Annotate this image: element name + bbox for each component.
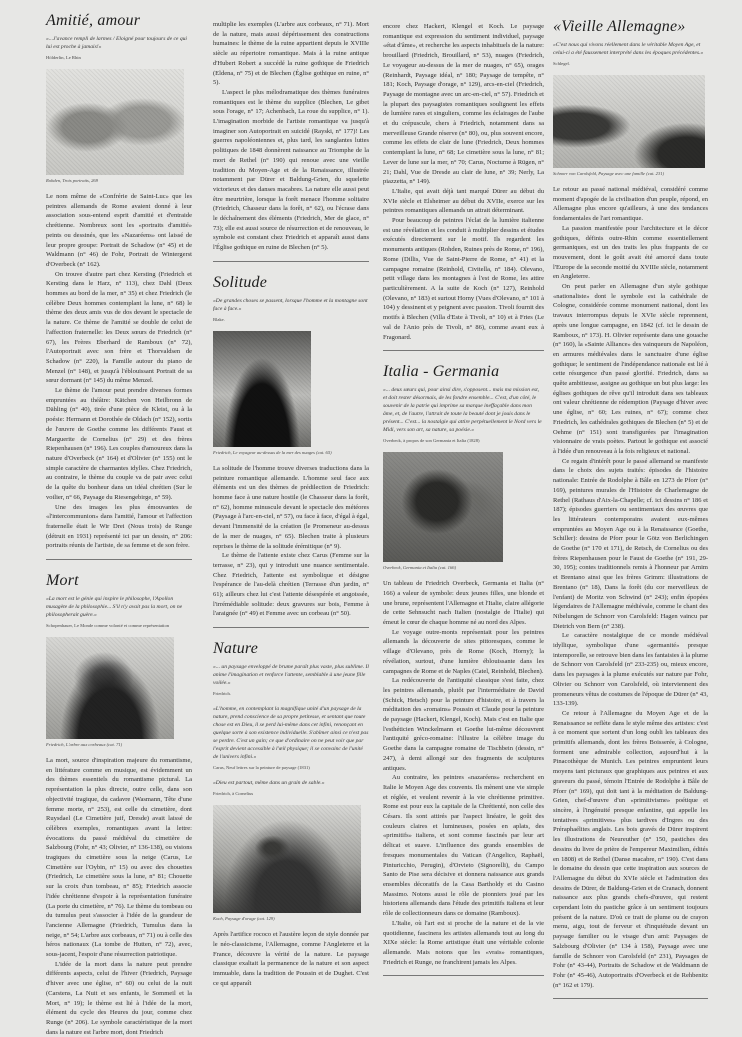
column-3 (383, 22, 544, 976)
column-2 (213, 20, 369, 988)
section-divider (553, 998, 708, 999)
section-nature (213, 640, 369, 988)
epigraph-quote: «... un paysage enveloppé de brume paraît plus vaste, plus sublime. Il anime l'imagination et renforce l'attente, semblable à une jeune fille voilée.» (213, 664, 369, 687)
body-paragraph: L'Italie, qui avait déjà tant marqué Dürer au début du XVIe siècle et Elsheimer au début du XVIIe, exerce sur les peintres romantiques allemands un attrait déterminant. (383, 187, 544, 215)
body-paragraph: Le thème de l'amour peut prendre diverses formes empruntées au théâtre: Kätchen von Heilbronn de Dähling (n° 40), tirée d'une pièce de Kleist, ou à la poésie: Hermann et Dorothée de Oldach (n° 152), sortis de l'œuvre de Goethe comme les différents Faust et Marguerite de Cornelius (n° 29) et des frères Riepenhausen (n° 196). Les couples d'amoureux dans la nature d'Overbeck (n° 164) et d'Olivier (n° 155) ont le simple caractère de charmantes idylles. Chez Friedrich, au contraire, le thème du couple va de pair avec celui de la quête du bonheur dans un idéal chrétien (Sur le voilier, n° 66, Paysage du Riesengebirge, n° 59). (46, 387, 192, 501)
body-paragraph: Un tableau de Friedrich Overbeck, Germania et Italia (n° 166) a valeur de symbole: deux jeunes filles, une blonde et une brune, représentent l'Allemagne et l'Italie, claire allégorie de cette Sehnsucht nach Italien (nostalgie de l'Italie) qui émeut le cœur de chaque homme né au nord des Alpes. (383, 580, 544, 627)
body-paragraph: Le caractère nostalgique de ce monde médiéval idyllique, symbolique d'une «germanité» presque intemporelle, se retrouve bien dans les fantaisies à la plume de Schnorr von Carolsfeld (n° 233-235) ou, mieux encore, dans les paysages à la plume exécutés sur nature par Fohr, Olivier ou Schnorr von Carolsfeld, où interviennent des promeneurs vêtus de costumes de l'époque de Dürer (n° 43, 133-139). (553, 632, 708, 708)
body-paragraph: Après l'artifice rococo et l'austère leçon de style donnée par le néo-classicisme, l'Allemagne, comme l'Angleterre et la France, découvre la vérité de la nature. Le paysage classique exaltait la permanence de la nature et son aspect immuable, dans la tradition de Poussin et de Dughet. C'est ce qui apparaît (213, 931, 369, 987)
body-paragraph: encore chez Hackert, Klengel et Koch. Le paysage romantique est expression du sentiment individuel, paysage «état d'âme», et recherche les aspects inhabituels de la nature: brouillard (Friedrich, Brouillard, n° 53), nuages (Friedrich, Le voyageur au-dessus de la mer de nuages, n° 65), orages (Reinhardt, Paysage idéal, n° 180; Paysage de tempête, n° 181; Koch, Paysage d'orage, n° 129), arcs-en-ciel (Friedrich, Paysage de montagne avec un arc-en-ciel, n° 57). Friedrich et la plupart des paysagistes romantiques soulignent les effets de lumière rares et singuliers, comme les éclairages de l'aube et du crépuscule, chers à Friedrich, notamment dans sa merveilleuse Grande réserve (n° 80), ou, plus souvent encore, comme les effets de clair de lune (Friedrich, Deux hommes contemplant la lune, n° 68; Le cimetière sous la lune, n° 81; Lever de lune sur la mer, n° 70; Carus, Nocturne à Rügen, n° 21; Dahl, Vue de Dresde au clair de lune, n° 39; Nerly, La piazzetta, n° 149). (383, 23, 544, 186)
epigraph-quote: «... deux sœurs qui, pour ainsi dire, s'opposent... mais ma mission est, et doit rester désormais, de les fondre ensemble... C'est, d'un côté, le souvenir de la patrie qui imprime sa marque ineffaçable dans mon âme, et, de l'autre, l'attrait de toute la beauté dont je jouis dans le présent... C'est... la nostalgie qui attire perpétuellement le Nord vers le Midi, vers son art, sa nature, sa poésie.» (383, 387, 542, 434)
image-caption: Rohden, Trois portraits, 269 (46, 178, 99, 183)
body-paragraph: Le retour au passé national médiéval, considéré comme moment d'apogée de la civilisation d'un peuple, répond, en Allemagne plus encore qu'ailleurs, à une des tendances fondamentales de l'art romantique. (553, 186, 708, 223)
section-solitude (213, 274, 369, 628)
body-paragraph: Au contraire, les peintres «nazaréens» recherchent en Italie le Moyen Age des couvents. Ils mènent une vie simple et réglée, et veulent revenir à la vie chrétienne primitive. Rome est pour eux la capitale de la Chrétienté, non celle des Césars. Ils sont attirés par l'aspect linéaire, le goût des couleurs claires et lumineuses, posées en aplats, des «primitifs» italiens, et sont comme fascinés par leur art délicat et suave. L'influence des grands ensembles de fresques monumentales du Vatican (l'Angelico, Raphaël, Pinturicchio, Perugin), d'Orvieto (Signorelli), du Campo Santo de Pise sera décisive et donnera naissance aux grands ensembles décoratifs de la Casa Bartholdy et du Casino Massimo. Notons aussi le rôle de pionniers joué par les historiens allemands dans l'étude des primitifs italiens et leur rôle de collectionneurs dans ce domaine (Ramboux). (383, 774, 544, 918)
epigraph-quote: «La mort est le génie qui inspire le philosophe, l'Apollon musagète de la philosophie... S'il n'y avait pas la mort, on ne philosopherait guère.» (46, 596, 183, 619)
section-title: «Vieille Allemagne» (553, 18, 686, 35)
section-divider (213, 627, 369, 628)
body-paragraph: L'idée de la mort dans la nature peut prendre différents aspects, celui de l'hiver (Friedrich, Paysage d'hiver avec une église, n° 60) ou celui de la nuit (Carstens, La Nuit et ses enfants, le Sommeil et la Mort, n° 19); le thème est lié à l'idée de la mort, élément du cycle des Heures du jour, comme chez Runge (n° 206). Le symbole caractéristique de la mort dans la nature est l'arbre mort, dont Friedrich (46, 960, 192, 1036)
section-divider (213, 261, 369, 262)
section-title: Solitude (213, 273, 268, 291)
section-vieille-allemagne (553, 18, 708, 999)
epigraph-attribution: Hölderlin, Le Rhin (46, 55, 81, 60)
epigraph-attribution: Overbeck, à propos de son Germania et Italia (1828) (383, 438, 480, 444)
section-divider (383, 975, 544, 976)
body-paragraph: La mort, source d'inspiration majeure du romantisme, en littérature comme en musique, est évidemment un des thèmes essentiels du romantisme pictural. La représentation la plus directe, outre celle, dans son objectivité tragique, du cadavre (Wasmann, Tête d'une femme morte, n° 253), est celle du cimetière, dont Ruysdael (Le Cimetière juif, Dresde) avait laissé de célèbres exemples, romantiques avant la lettre: évocations du passé médiéval du cimetière de Salzbourg (Fohr, n° 43; Olivier, n° 136-138), ou visions tragiques du cimetière sous la neige (Carus, Le Cimetière sur l'Oybin, n° 15) ou avec des chouettes (Friedrich, Le cimetière sous la lune, n° 81; Chouette sur la croix d'un tombeau, n° 85); Friedrich associe l'idée chrétienne d'espoir à la représentation funéraire (La porte du cimetière, n° 76). Le thème du tombeau ou du tumulus peut s'associer à l'idée de la grandeur de l'ancienne Allemagne (Friedrich, Tumulus dans la neige, n° 54; L'arbre aux corbeaux, n° 71) ou à celle des héros nationaux (La tombe de Hutten, n° 72), avec, sous-jacent, l'espoir d'une résurrection patriotique. (46, 757, 192, 959)
body-paragraph: On peut parler en Allemagne d'un style gothique «nationaliste» dont le symbole est la cathédrale de Cologne, considérée comme monument national, dont les travaux interrompus depuis le XVIe siècle reprennent, après une longue campagne, en 1842 (cf. ici le dessin de Ramboux, n° 173). H. Olivier représente dans une gouache (n° 160), la «Sainte Alliance» des vainqueurs de Napoléon, en armures médiévales dans le sanctuaire d'une église gothique; le sentiment de l'indépendance nationale est lié à cette résurgence d'un passé glorifié. Friedrich, dans sa quête ambitieuse, assigne au gothique un but plus large: les églises gothiques de rêve qu'il introduit dans ses tableaux ont valeur chrétienne de rédemption (Paysage d'hiver avec une église, n° 60; Les ruines, n° 67); comme chez Friedrich, les cathédrales gothiques de Blechen (n° 5) et de Oehme (n° 151) sont transfigurées par l'imagination visionnaire de vrais poètes. Partout le gothique est associé à l'idée d'un renouveau à la fois religieux et national. (553, 283, 708, 455)
section-divider (383, 350, 544, 351)
section-title: Italia - Germania (383, 363, 500, 381)
illustration-portraits (46, 69, 184, 175)
epigraph-quote: «C'est nous qui vivons réellement dans le véritable Moyen Age, et celui-ci a été faussement interprété dans les époques précédentes.» (553, 42, 704, 56)
body-paragraph: Le nom même de «Confrérie de Saint-Luc» que les peintres allemands de Rome avaient donné à leur association sous-entend esprit d'amitié et d'entraide chrétienne. Nombreux sont les «portraits d'amitié» peints ou dessinés, que les «Nazaréens» ont laissé de leur propre groupe: Portrait de Schadow (n° 45) et de Waldmann (n° 46) de Fohr, Portrait de Wintergerst d'Overbeck (n° 162). (46, 193, 192, 268)
illustration-family-landscape (553, 75, 705, 168)
image-caption: Schnorr von Carolsfeld, Paysage avec une famille (cat. 231) (553, 171, 665, 176)
column-1 (46, 12, 192, 1037)
body-paragraph: Ce retour à l'Allemagne du Moyen Age et de la Renaissance se reflète dans le style même des artistes: c'est à ce moment que sortent d'un long oubli les tableaux des primitifs allemands, dont les frères Boisserée, à Cologne, forment une admirable collection, aujourd'hui à la Pinacothèque de Munich. Les peintres empruntent leurs moyens tant picturaux que graphiques aux peintres et aux graveurs du passé, témoin l'Entrée de Rodolphe à Bâle de Pforr (n° 169), qui doit tant à la méditation de Baldung-Grien, chef-d'œuvre d'un «primitivisme» poétique et sincère, à l'ingénuité presque enfantine, qui appelle les tentatives «primitives» plus tardives d'Ingres ou des Préraphaélites anglais. Les bois gravés de Dürer inspirent les illustrations de Neureuther (n° 150, pastiches des dessins du livre de prière de l'empereur Maximilien, édités en 1808) et de Rethel (Danse macabre, n° 190). C'est dans le domaine du dessin que cette inspiration aux sources de l'Allemagne du début du XVIe siècle et l'admiration des dessins de Dürer, de Baldung-Grien et de Cranach, donnent naissance aux plus grands chefs-d'œuvre, qui restent cependant loin du pastiche grâce à un sentiment toujours présent de la nature. D'où ce trait de plume ou de crayon menu, aigu, tout de ferveur et d'inquiétude devant un paysage familier ou le visage d'un ami: Paysages de Salzbourg d'Olivier (n° 134 à 158), Paysage avec une famille de Schnorr von Carolsfeld (n° 231), Paysages de Fohr (n° 43-44), Portraits de Schadow et de Waldmann de Fohr (n° 45-46), Autoportraits d'Overbeck et de Rehbenitz (n° 162 et 179). (553, 709, 708, 989)
epigraph-attribution: Blake. (213, 316, 225, 322)
epigraph-attribution: Schopenhauer, Le Monde comme volonté et comme représentation (46, 623, 170, 629)
body-paragraph: multiplie les exemples (L'arbre aux corbeaux, n° 71). Mort de la nature, mais aussi dépérissement des constructions humaines: le thème de la ruine appartient depuis le XVIIIe siècle au répertoire romantique. Mais à la ruine antique d'Hubert Robert a succédé la ruine gothique de Friedrich (Eldena, n° 75) et de Blechen (Église gothique en ruine, n° 5). (213, 21, 369, 87)
section-mort (46, 572, 192, 1037)
epigraph-quote: «L'homme, en contemplant la magnifique unité d'un paysage de la nature, prend conscience de sa propre petitesse, et sentant que toute chose est en Dieu, il se perd lui-même dans cet infini, renonçant en quelque sorte à son existence individuelle. S'abîmer ainsi ce n'est pas se perdre. C'est un gain; ce que d'ordinaire on ne peut voir que par l'esprit devient accessible à l'œil physique; il se convainc de l'unité de l'univers infini.» (213, 706, 369, 761)
epigraph-attribution: Friedrich. (213, 691, 231, 697)
illustration-tree (46, 637, 174, 739)
body-paragraph: Le thème de l'attente existe chez Carus (Femme sur la terrasse, n° 23), qui y introduit une nuance sentimentale. Chez Friedrich, l'attente est symbolique et désigne l'espérance de l'au-delà chrétien (Terrasse d'un jardin, n° 61); ailleurs chez lui c'est l'attente désespérée et angoissée, l'irrémédiable solitude: deux gravures sur bois, Femme à l'araignée (n° 49) et Femme avec un corbeau (n° 50). (213, 552, 369, 618)
epigraph-attribution: Schlegel. (553, 61, 570, 66)
section-title: Nature (213, 640, 259, 658)
body-paragraph: Ce regain d'intérêt pour le passé allemand se manifeste dans le choix des sujets traités: épisodes de l'histoire nationale: Entrée de Rodolphe à Bâle en 1273 de Pforr (n° 169), peintures murales de l'Histoire de Charlemagne de Rethel (Rathaus d'Aix-la-Chapelle; cf. ici dessins n° 186 et 187); épisodes guerriers ou sentimentaux des œuvres que les littérateurs contemporains avaient eux-mêmes empruntées au Moyen Age ou à la Renaissance (Goethe, Schiller): dessins de Pforr pour le Götz von Berlichingen de Goethe (n° 170 et 171), de Retsch, de Cornelius ou des frères Riepenhausen pour le Faust de Goethe (n° 191, 29-30, 195); contes traditionnels remis à l'honneur par Arnim et Brentano ainsi que les frères Grimm: illustrations de Brentano (n° 18), Dans la forêt (du cor merveilleux de l'enfant) de Moritz von Schwind (n° 243); enfin épopées légendaires de l'Allemagne médiévale, comme le chant des Nibelungen de Schnorr von Carolsfeld: Hagen vaincu par Dietrich von Bern (n° 238). (553, 457, 708, 630)
body-paragraph: La redécouverte de l'antiquité classique s'est faite, chez les peintres allemands, plutôt par l'intermédiaire de David (Schick, Hetsch) pour la peinture d'histoire, et à travers la méditation des «romains» Poussin et Claude pour la peinture de paysage (Hackert, Klengel, Koch). Mais c'est en Italie que l'esthéticien Winckelmann et Goethe lui-même découvrent l'antiquité gréco-romaine: l'illustre la célèbre image du Goethe dans la campagne romaine de Tischbein (dessin, n° 247), à demi allongé sur des fragments de sculptures antiques. (383, 677, 544, 772)
body-paragraph: L'aspect le plus mélodramatique des thèmes funéraires romantiques est le thème du supplice (Blechen, Le gibet sous l'orage, n° 17; Achenbach, La roue du supplice, n° 1). L'imagination morbide de l'artiste romantique va jusqu'à imaginer son Autoportrait en suicidé (Rayski, n° 177)! Les guerres napoléoniennes et, plus tard, les sanglantes luttes politiques de 1848 donnèrent naissance au Triomphe de la mort de Rethel (n° 190) qui renoue avec une vieille tradition du Moyen-Age et de la Renaissance, illustrée notamment par Dürer et Baldung-Grien, du squelette victorieux et des danses macabres. La nature elle aussi peut être meurtrière, lorsque la forêt menace l'homme solitaire (Friedrich, Chasseur dans la forêt, n° 62), ou l'écrase dans le déchaînement des éléments (Friedrich, Mer de glace, n° 73); elle est aussi source de résurrection et de renouveau, le symbole est constant chez Friedrich et apparaît aussi dans l'Église gothique en ruine de Blechen (n° 5). (213, 88, 369, 252)
body-paragraph: Une des images les plus émouvantes de «l'intercommunion» dans l'amitié, l'amour et l'affection fraternelle était le Wir Drei (Nous trois) de Runge (détruit en 1931) représenté ici par un dessin, n° 206: portraits réunis de l'artiste, de sa femme et de son frère. (46, 503, 192, 550)
section-title: Amitié, amour (46, 12, 141, 29)
illustration-germania-italia (383, 452, 503, 562)
section-title: Mort (46, 572, 79, 590)
epigraph-quote: «Dieu est partout, même dans un grain de sable.» (213, 780, 325, 787)
illustration-wanderer (213, 331, 311, 447)
section-amitie-amour (46, 12, 192, 560)
epigraph-attribution: Friedrich, à Cornelius (213, 791, 254, 797)
body-paragraph: Pour beaucoup de peintres l'éclat de la lumière italienne est une révélation et les conduit à multiplier dessins et études exécutés directement sur le motif. Ils regardent les monuments antiques (Rohden, Ruines près de Rome, n° 196), Rome (Dillis, Vue de Saint-Pierre de Rome, n° 41) et la campagne romaine (Reinhold, Civitella, n° 184). Olevano, petit village dans les montagnes à l'est de Rome, les attire particulièrement. A la suite de Koch (n° 127), Reinhold (Olevano, n° 183) et surtout Horny (Vues d'Olevano, n° 101 à 104) y dessinent et y peignent avec passion. Tivoli fournit des motifs à Blechen (Villa d'Este à Tivoli, n° 10) et à Fries (Le val de l'Anio près de Tivoli, n° 86), comme avant eux à Fragonard. (383, 217, 544, 341)
illustration-landscape (213, 805, 361, 913)
epigraph-quote: «...J'avance rempli de larmes / Eloigné pour toujours de ce qui lui est proche à jamais!» (46, 36, 187, 50)
image-caption: Overbeck, Germania et Italia (cat. 166) (383, 565, 457, 571)
section-divider (46, 559, 192, 560)
image-caption: Friedrich, L'arbre aux corbeaux (cat. 71) (46, 742, 123, 748)
body-paragraph: La solitude de l'homme trouve diverses traductions dans la peinture romantique allemande. L'homme seul face aux éléments est un des thèmes de prédilection de Friedrich: homme face à une nature hostile (le Chasseur dans la forêt, n° 62), homme minuscule devant le spectacle des météores (Paysage à l'arc-en-ciel, n° 57), ou face à face, d'égal à égal, devant l'immensité de la création (le Promeneur au-dessus de la mer de nuages, n° 65). Blechen traite à plusieurs reprises le thème de la solitude érémitique (n° 9). (213, 464, 369, 550)
body-paragraph: Le voyage outre-monts représentait pour les peintres allemands la découverte de sites pittoresques, comme le village d'Olevano, près de Rome (Koch, Horny); la révélation, surtout, d'une lumière éblouissante dans les campagnes de Rome et de Naples (Catel, Reinhold, Blechen). (383, 628, 544, 675)
section-italia-germania (383, 363, 544, 976)
image-caption: Friedrich, Le voyageur au-dessus de la mer des nuages (cat. 65) (213, 449, 332, 455)
image-caption: Koch, Paysage d'orage (cat. 129) (213, 916, 275, 922)
epigraph-quote: «De grandes choses se passent, lorsque l'homme et la montagne sont face à face.» (213, 297, 368, 312)
body-paragraph: L'Italie, où l'art est si proche de la nature et de la vie quotidienne, fascinera les artistes allemands tout au long du XIXe siècle: la Rome artistique était une véritable colonie allemande. Mais notons que les «vrais» romantiques, Friedrich et Runge, ne franchirent jamais les Alpes. (383, 919, 544, 966)
column-4 (553, 18, 708, 999)
body-paragraph: On trouve d'autre part chez Kersting (Friedrich et Kersting dans le Harz, n° 113), chez Dahl (Deux hommes au bord de la mer, n° 35) et chez Friedrich (le célèbre Deux hommes contemplant la lune, n° 68) le thème des deux amis vus de dos devant le spectacle de la nature. Ce thème de l'amitié se double de celui de l'affection fraternelle: les Deux sœurs de Friedrich (n° 67), les Frères Eberhard de Ramboux (n° 72), l'Autoportrait avec son frère et Thorvaldsen de Schadow (n° 220), la Famille autour du piano de Menzel (n° 148), et jusqu'à l'éblouissant Portrait de sa sœur dormant (n° 145) du même Menzel. (46, 270, 192, 385)
epigraph-attribution: Carus, Neuf lettres sur la peinture de paysage (1831) (213, 765, 310, 771)
body-paragraph: La passion manifestée pour l'architecture et le décor gothiques, définis outre-Rhin comme essentiellement germaniques, est un des traits les plus frappants de ce mouvement, dont le goût avait été amorcé dans toute l'Europe de la seconde moitié du XVIIIe siècle, notamment en Angleterre. (553, 224, 708, 281)
